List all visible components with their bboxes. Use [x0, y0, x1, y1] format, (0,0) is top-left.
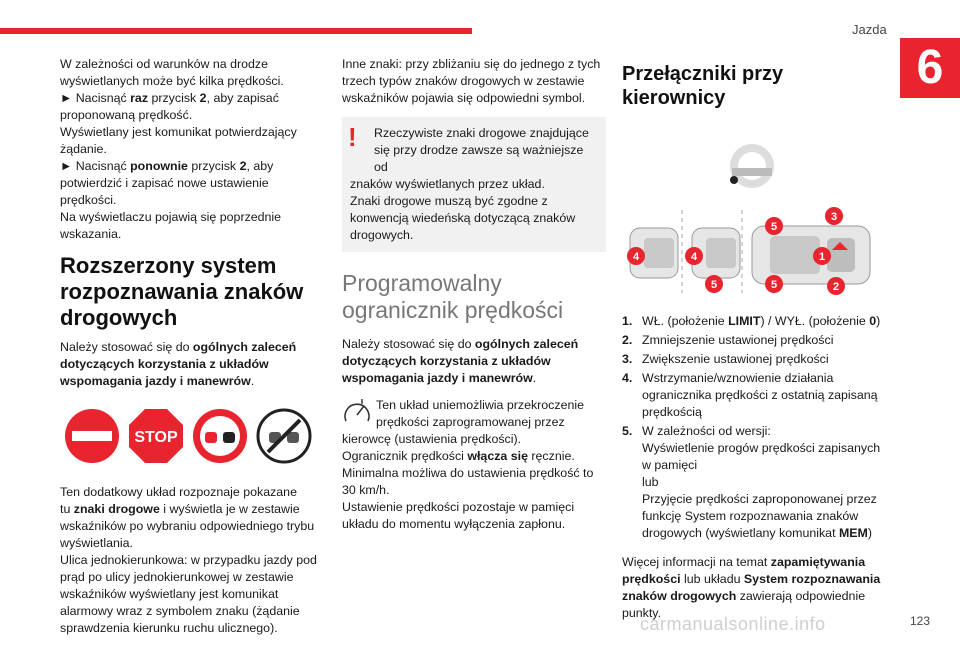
svg-text:5: 5	[770, 279, 778, 291]
heading-sign-recognition: Rozszerzony system rozpoznawania znaków drogowych	[60, 253, 304, 330]
heading-speed-limiter: Programowalny ogranicznik prędkości	[342, 270, 564, 323]
list-item: 5. W zależności od wersji: Wyświetlenie progów prędkości zapisanych w pamięci lub Przyjęcie prędkości zaproponowanej przez funkcję System rozpoznawania znaków drogowych (wyświetlany komunikat MEM)	[622, 424, 881, 540]
speedometer-icon	[342, 397, 372, 427]
road-signs-row	[64, 408, 328, 464]
steering-wheel-icon	[730, 144, 774, 188]
top-accent-bar	[0, 28, 472, 34]
warning-box: ! Rzeczywiste znaki drogowe znajdujące się przy drodze zawsze są ważniejsze od znaków wyświetlanych przez układ. Znaki drogowe muszą być zgodne z konwencją wiedeńską dotyczącą znaków drogowych.	[342, 117, 606, 252]
svg-text:2: 2	[832, 281, 840, 293]
sign-description-paragraph: Ten dodatkowy układ rozpoznaje pokazane tu znaki drogowe i wyświetla je w zestawie wskaźników po wybraniu odpowiedniego trybu wyświetlania. Ulica jednokierunkowa: w przypadku jazdy pod prąd po ulicy jednokierunkowej w zestawie wskaźników wyświetlany jest komunikat alarmowy wraz z symbolem znaku (żądanie sprawdzenia kierunku ruchu ulicznego).	[60, 485, 317, 635]
limiter-recommendation: Należy stosować się do ogólnych zaleceń dotyczących korzystania z układów wspomagania jazdy i manewrów.	[342, 337, 579, 385]
stop-sign-icon	[128, 408, 184, 464]
list-item: 2. Zmniejszenie ustawionej prędkości	[622, 333, 834, 347]
recommendation-paragraph: Należy stosować się do ogólnych zaleceń dotyczących korzystania z układów wspomagania jazdy i manewrów.	[60, 340, 297, 388]
svg-text:5: 5	[710, 279, 718, 291]
end-no-overtaking-sign-icon	[256, 408, 312, 464]
no-entry-sign-icon	[64, 408, 120, 464]
section-title: Jazda	[852, 22, 887, 37]
list-item: 4. Wstrzymanie/wznowienie działania ogranicznika prędkości z ostatnią zapisaną prędkością	[622, 371, 878, 419]
callout-1	[813, 247, 831, 265]
column-2: Inne znaki: przy zbliżaniu się do jednego z tych trzech typów znaków drogowych w zestawie wskaźników pojawia się odpowiedni symbol. ! Rzeczywiste znaki drogowe znajdujące się przy drodze zawsze są ważniejsze od znaków wyświetlanych przez układ. Znaki drogowe muszą być zgodne z konwencją wiedeńską dotyczącą znaków drogowych. Programowalny ogranicznik prędkości Należy stosować się do ogólnych zaleceń dotyczących korzystania z układów wspomagania jazdy i manewrów. Ten układ uniemożliwia przekroczenie prędkości zaprogramowanej przez kierowcę (ustawienia prędkości). Ogranicznik prędkości włącza się ręcznie. Minimalna możliwa do ustawienia prędkość to 30 km/h. Ustawienie prędkości pozostaje w pamięci układu do momentu wyłączenia zapłonu.	[342, 56, 606, 533]
intro-paragraph: W zależności od warunków na drodze wyświetlanych może być kilka prędkości. ► Nacisnąć raz przycisk 2, aby zapisać proponowaną prędkość. Wyświetlany jest komunikat potwierdzający żądanie. ► Nacisnąć ponownie przycisk 2, aby potwierdzić i zapisać nowe ustawienie prędkości. Na wyświetlaczu pojawią się poprzednie wskazania.	[60, 57, 297, 241]
warning-icon: !	[348, 122, 357, 152]
callout-4-mid	[685, 247, 703, 265]
stop-sign-label: STOP	[134, 429, 178, 446]
column-1	[60, 56, 328, 647]
callout-5-right-bottom	[765, 275, 783, 293]
more-info-paragraph: Więcej informacji na temat zapamiętywania prędkości lub układu System rozpoznawania znaków drogowych zawierają odpowiednie punkty.	[622, 555, 881, 620]
svg-text:1: 1	[818, 251, 826, 263]
callout-2	[827, 277, 845, 295]
no-overtaking-sign-icon	[192, 408, 248, 464]
callout-3	[825, 207, 843, 225]
callout-5-right-top	[765, 217, 783, 235]
switch-panel-3	[752, 226, 870, 284]
watermark: carmanualsonline.info	[640, 614, 826, 634]
steering-switch-diagram	[622, 128, 882, 296]
callout-4-left	[627, 247, 645, 265]
column-3	[622, 58, 882, 632]
svg-text:4: 4	[632, 251, 640, 263]
controls-list	[622, 313, 882, 542]
limiter-description: Ten układ uniemożliwia przekroczenie prędkości zaprogramowanej przez	[342, 397, 606, 431]
svg-text:3: 3	[830, 211, 838, 223]
other-signs-paragraph: Inne znaki: przy zbliżaniu się do jednego z tych trzech typów znaków drogowych w zestawie wskaźników pojawia się odpowiedni symbol.	[342, 57, 601, 105]
page-number: 123	[910, 614, 931, 628]
svg-text:4: 4	[690, 251, 698, 263]
list-item: 3. Zwiększenie ustawionej prędkości	[622, 352, 829, 366]
chapter-number: 6	[900, 38, 960, 98]
svg-text:5: 5	[770, 221, 778, 233]
heading-steering-controls: Przełączniki przy kierownicy	[622, 63, 784, 109]
list-item: 1. WŁ. (położenie LIMIT) / WYŁ. (położenie 0)	[622, 314, 881, 328]
callout-5-mid	[705, 275, 723, 293]
